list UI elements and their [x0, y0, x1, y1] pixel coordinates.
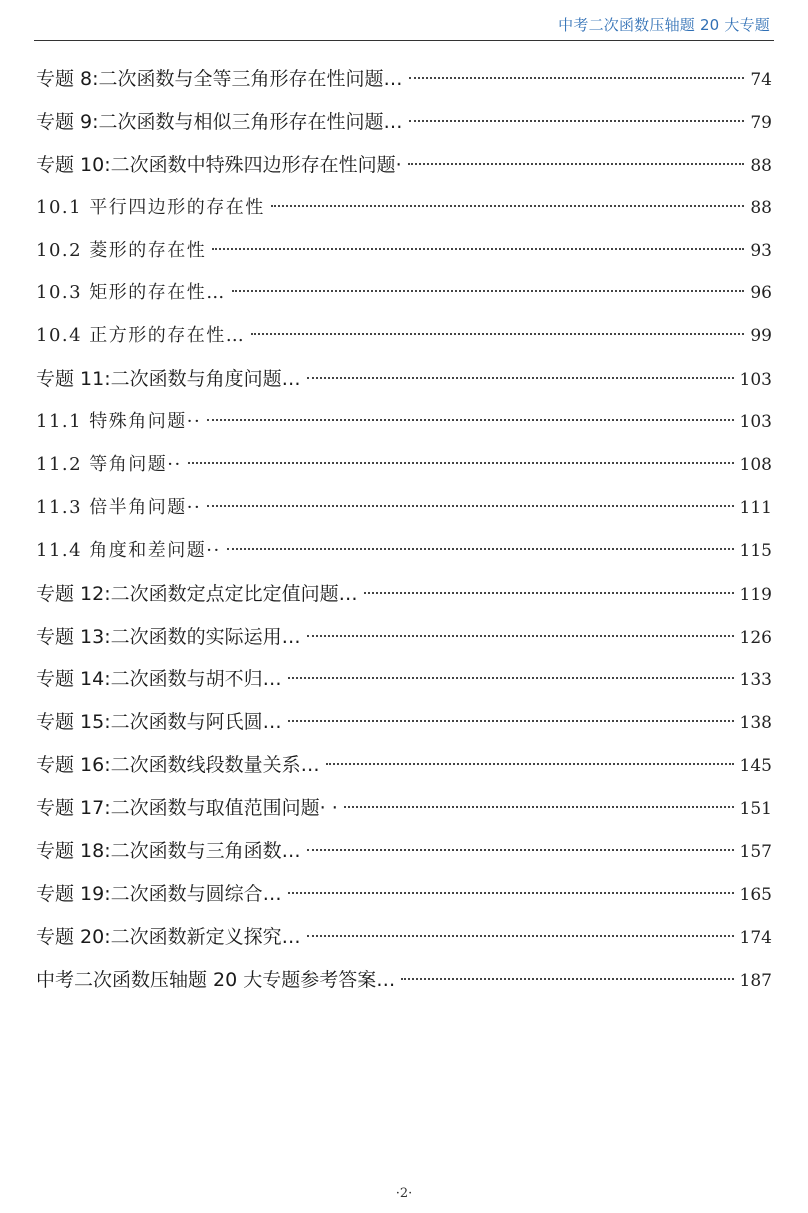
dot-leader: [207, 505, 733, 507]
toc-entry-page: 165: [739, 884, 772, 905]
toc-entry-sub-10-4[interactable]: [36, 315, 772, 358]
toc-entry-page: 103: [739, 370, 772, 391]
toc-entry-page: 99: [750, 326, 772, 347]
dot-leader: [409, 77, 745, 79]
toc-entry-sub-11-4[interactable]: [36, 530, 772, 573]
toc-entry-label: 专题 19:二次函数与圆综合…: [36, 882, 282, 905]
toc-entry-page: 115: [739, 540, 772, 561]
page-header: [34, 12, 774, 41]
toc-entry-page: 79: [750, 112, 772, 133]
header-title: 中考二次函数压轴题 20 大专题: [558, 16, 770, 34]
toc-entry-topic-14[interactable]: [36, 658, 772, 701]
dot-leader: [307, 635, 734, 637]
toc-entry-topic-20[interactable]: [36, 916, 772, 959]
toc-entry-page: 96: [750, 283, 772, 304]
toc-entry-label: 10.1 平行四边形的存在性: [36, 196, 265, 218]
toc-entry-topic-16[interactable]: [36, 744, 772, 787]
dot-leader: [401, 978, 733, 980]
toc-entry-label: 10.3 矩形的存在性…: [36, 282, 226, 304]
page-footer: [0, 1186, 808, 1201]
dot-leader: [188, 462, 734, 464]
dot-leader: [307, 377, 734, 379]
dot-leader: [207, 419, 733, 421]
dot-leader: [288, 892, 734, 894]
toc-entry-topic-15[interactable]: [36, 701, 772, 744]
toc-entry-label: 11.2 等角问题··: [36, 454, 182, 476]
toc-entry-sub-10-1[interactable]: [36, 187, 772, 230]
dot-leader: [307, 935, 734, 937]
toc-entry-sub-11-3[interactable]: [36, 487, 772, 530]
toc-entry-page: 157: [739, 842, 772, 863]
dot-leader: [288, 720, 734, 722]
toc-entry-topic-12[interactable]: [36, 573, 772, 616]
dot-leader: [364, 592, 734, 594]
toc-entry-page: 111: [739, 497, 772, 518]
toc-entry-page: 103: [739, 412, 772, 433]
dot-leader: [232, 290, 745, 292]
toc-entry-topic-11[interactable]: [36, 358, 772, 401]
toc-entry-sub-11-2[interactable]: [36, 444, 772, 487]
toc-entry-label: 专题 12:二次函数定点定比定值问题…: [36, 582, 358, 605]
dot-leader: [409, 120, 745, 122]
toc-entry-topic-13[interactable]: [36, 616, 772, 659]
toc-entry-page: 93: [750, 240, 772, 261]
dot-leader: [271, 205, 745, 207]
dot-leader: [307, 849, 734, 851]
toc-entry-sub-10-3[interactable]: [36, 272, 772, 315]
toc-entry-topic-9[interactable]: [36, 101, 772, 144]
toc-entry-label: 专题 18:二次函数与三角函数…: [36, 840, 301, 863]
toc-entry-label: 11.3 倍半角问题··: [36, 496, 202, 518]
toc-entry-page: 133: [739, 670, 772, 691]
dot-leader: [408, 163, 745, 165]
toc-entry-page: 151: [739, 799, 772, 820]
toc-entry-label: 专题 15:二次函数与阿氏圆…: [36, 711, 282, 734]
toc-entry-topic-10[interactable]: [36, 144, 772, 187]
toc-entry-label: 专题 9:二次函数与相似三角形存在性问题…: [36, 110, 403, 133]
toc-entry-label: 11.4 角度和差问题··: [36, 539, 221, 561]
toc-entry-label: 专题 10:二次函数中特殊四边形存在性问题·: [36, 153, 402, 176]
toc-entry-label: 专题 16:二次函数线段数量关系…: [36, 754, 320, 777]
toc-entry-answers[interactable]: [36, 959, 772, 1002]
toc-entry-page: 119: [739, 584, 772, 605]
toc-entry-label: 专题 13:二次函数的实际运用…: [36, 625, 301, 648]
toc-entry-label: 专题 20:二次函数新定义探究…: [36, 925, 301, 948]
toc-entry-label: 专题 11:二次函数与角度问题…: [36, 368, 301, 391]
toc-entry-page: 88: [750, 155, 772, 176]
dot-leader: [288, 677, 734, 679]
toc-entry-label: 专题 8:二次函数与全等三角形存在性问题…: [36, 68, 403, 90]
table-of-contents: [36, 58, 772, 1002]
toc-entry-page: 126: [739, 627, 772, 648]
toc-entry-topic-8[interactable]: [36, 58, 772, 101]
toc-entry-sub-10-2[interactable]: [36, 230, 772, 273]
toc-entry-page: 74: [750, 70, 772, 90]
toc-entry-sub-11-1[interactable]: [36, 401, 772, 444]
toc-entry-page: 145: [739, 756, 772, 777]
dot-leader: [251, 333, 744, 335]
dot-leader: [344, 806, 734, 808]
toc-entry-topic-19[interactable]: [36, 873, 772, 916]
dot-leader: [212, 248, 744, 250]
toc-entry-label: 10.2 菱形的存在性: [36, 239, 207, 261]
toc-entry-page: 187: [739, 970, 772, 991]
toc-entry-page: 88: [750, 197, 772, 218]
page-number: ·2·: [395, 1186, 413, 1201]
toc-entry-label: 中考二次函数压轴题 20 大专题参考答案…: [36, 968, 396, 991]
dot-leader: [326, 763, 734, 765]
toc-entry-label: 专题 14:二次函数与胡不归…: [36, 668, 282, 691]
toc-entry-topic-17[interactable]: [36, 787, 772, 830]
toc-entry-label: 专题 17:二次函数与取值范围问题· ·: [36, 797, 338, 820]
toc-entry-label: 11.1 特殊角问题··: [36, 411, 202, 433]
dot-leader: [227, 548, 734, 550]
toc-entry-page: 108: [739, 455, 772, 476]
toc-entry-label: 10.4 正方形的存在性…: [36, 325, 246, 347]
toc-entry-page: 138: [739, 713, 772, 734]
toc-entry-topic-18[interactable]: [36, 830, 772, 873]
toc-entry-page: 174: [739, 927, 772, 948]
